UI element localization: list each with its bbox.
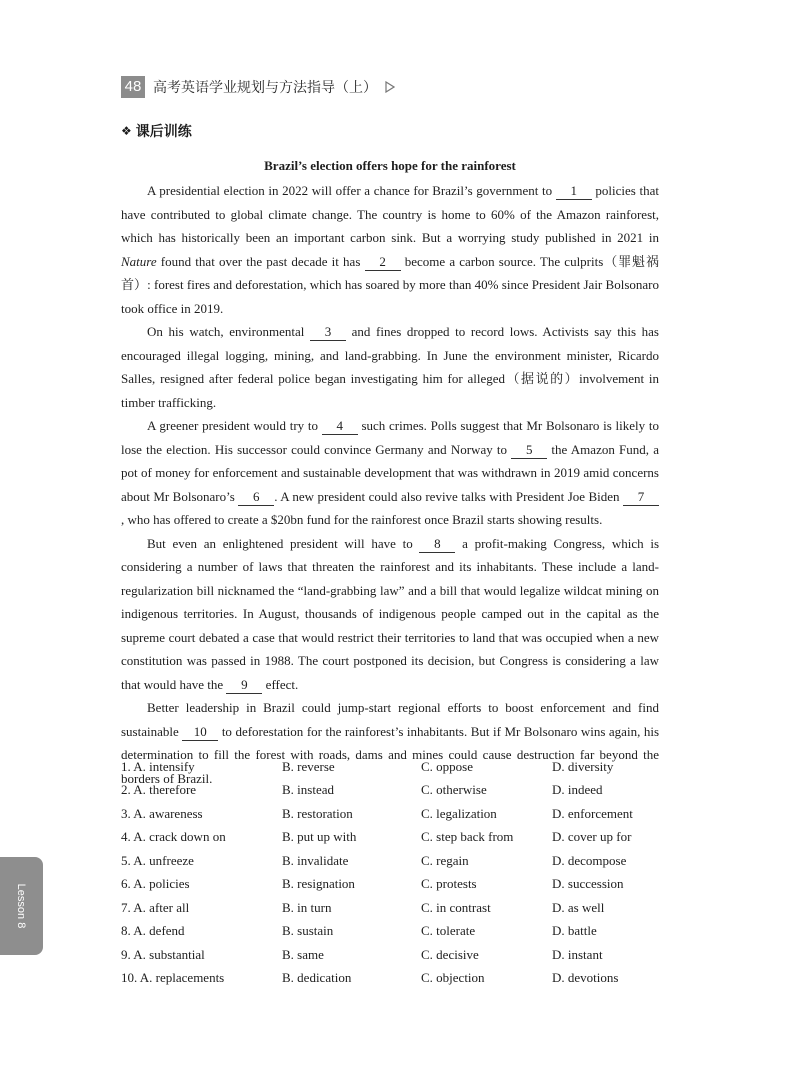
option-choice: 4. A. crack down on — [121, 829, 226, 845]
option-row — [121, 826, 661, 850]
option-row — [121, 943, 661, 967]
option-choice: 3. A. awareness — [121, 805, 203, 821]
option-row — [121, 920, 661, 944]
option-choice: D. as well — [552, 899, 605, 915]
paragraph-text: Better leadership in Brazil could jump-start regional efforts to boost enforcement and find sustainable — [121, 700, 659, 739]
option-choice: 10. A. replacements — [121, 970, 225, 986]
option-choice: B. resignation — [282, 876, 355, 892]
paragraph-text: But even an enlightened president will have to — [147, 535, 420, 551]
italic-text: Nature — [121, 253, 157, 269]
option-choice: 8. A. defend — [121, 923, 185, 939]
option-choice: C. in contrast — [421, 899, 491, 915]
option-choice: B. put up with — [282, 829, 357, 845]
option-row — [121, 779, 661, 803]
answer-options — [121, 755, 661, 990]
answer-blank: 8 — [419, 536, 455, 553]
option-choice: C. step back from — [421, 829, 514, 845]
book-title: 高考英语学业规划与方法指导（上） — [153, 80, 377, 96]
option-choice: B. invalidate — [282, 852, 349, 868]
option-choice: 2. A. therefore — [121, 782, 197, 798]
paragraph-text: policies that have contributed to global climate change. The country is home to 60% of the Amazon rainforest, which has historically been an important carbon sink. But a worrying study published in 2021 in — [121, 183, 660, 245]
paragraph-text: and fines dropped to record lows. Activists say this has encouraged illegal logging, mining, and land-grabbing. In June the environment minister, Ricardo Salles, resigned after federal police began investigating him for alleged（据说的）involvement in timber trafficking. — [121, 324, 659, 410]
article-paragraph — [121, 179, 659, 320]
paragraph-text: found that over the past decade it has — [156, 253, 365, 269]
option-choice: B. sustain — [282, 923, 334, 939]
page-header — [121, 74, 395, 100]
option-row — [121, 802, 661, 826]
answer-blank: 7 — [623, 489, 659, 506]
article-body — [121, 179, 659, 790]
option-row — [121, 873, 661, 897]
option-choice: D. instant — [552, 946, 603, 962]
option-choice: B. same — [282, 946, 324, 962]
option-choice: D. battle — [552, 923, 597, 939]
option-row — [121, 967, 661, 991]
option-choice: D. succession — [552, 876, 624, 892]
paragraph-text: effect. — [262, 676, 299, 692]
paragraph-text: . A new president could also revive talks with President Joe Biden — [274, 488, 623, 504]
article — [121, 156, 659, 790]
article-title: Brazil’s election offers hope for the rainforest — [264, 158, 516, 173]
article-paragraph — [121, 414, 659, 532]
lesson-side-tab — [0, 857, 43, 955]
option-choice: C. tolerate — [421, 923, 476, 939]
answer-blank: 3 — [310, 324, 346, 341]
option-row — [121, 849, 661, 873]
option-choice: B. dedication — [282, 970, 352, 986]
option-choice: D. enforcement — [552, 805, 633, 821]
answer-blank: 6 — [238, 489, 274, 506]
option-choice: 6. A. policies — [121, 876, 190, 892]
option-choice: D. diversity — [552, 758, 614, 774]
paragraph-text: A greener president would try to — [147, 418, 322, 433]
option-choice: B. reverse — [282, 758, 335, 774]
option-choice: B. restoration — [282, 805, 353, 821]
option-choice: D. devotions — [552, 970, 619, 986]
option-choice: 1. A. intensify — [121, 758, 195, 774]
play-outline-icon — [385, 81, 395, 93]
option-choice: C. decisive — [421, 946, 479, 962]
paragraph-text: such crimes. Polls suggest that Mr Bolsonaro is likely to lose the election. His successor could convince Germany and Norway to — [121, 418, 659, 457]
section-title — [121, 121, 192, 141]
option-choice: C. oppose — [421, 758, 473, 774]
paragraph-text: A presidential election in 2022 will offer a chance for Brazil’s government to — [147, 183, 556, 198]
diamond-bullet-icon: ❖ — [121, 124, 132, 138]
answer-blank: 1 — [556, 183, 592, 200]
answer-blank: 2 — [365, 254, 401, 271]
paragraph-text: a profit-making Congress, which is considering a number of laws that threaten the rainforest and its inhabitants. These include a land-regularization bill nicknamed the “land-grabbing law” and a bill that would legalize wildcat mining on indigenous territories. In August, thousands of indigenous people camped out in the capital as the supreme court debated a case that would restrict their territories to land that was occupied when a new constitution was passed in 1988. The court postponed its decision, but Congress is considering a law that would have the — [121, 535, 660, 692]
option-choice: 7. A. after all — [121, 899, 190, 915]
paragraph-text: the Amazon Fund, a pot of money for enforcement and sustainable development that was withdrawn in 2019 amid concerns about Mr Bolsonaro’s — [121, 441, 659, 504]
paragraph-text: On his watch, environmental — [147, 324, 310, 339]
section-title-text: 课后训练 — [135, 124, 192, 140]
option-choice: 9. A. substantial — [121, 946, 205, 962]
page-number: 48 — [121, 76, 145, 98]
answer-blank: 9 — [226, 677, 262, 694]
option-choice: B. in turn — [282, 899, 332, 915]
option-row — [121, 896, 661, 920]
option-choice: D. decompose — [552, 852, 627, 868]
option-choice: 5. A. unfreeze — [121, 852, 194, 868]
option-choice: B. instead — [282, 782, 334, 798]
paragraph-text: become a carbon source. The culprits（罪魁祸首）: forest fires and deforestation, which has soared by more than 40% since President Jair Bolsonaro took office in 2019. — [121, 253, 659, 316]
option-choice: C. objection — [421, 970, 485, 986]
article-paragraph — [121, 532, 659, 697]
answer-blank: 4 — [322, 418, 358, 435]
answer-blank: 10 — [182, 724, 218, 741]
option-choice: D. indeed — [552, 782, 603, 798]
option-choice: D. cover up for — [552, 829, 632, 845]
article-paragraph — [121, 320, 659, 414]
paragraph-text: , who has offered to create a $20bn fund for the rainforest once Brazil starts showing results. — [121, 512, 603, 527]
option-choice: C. otherwise — [421, 782, 487, 798]
answer-blank: 5 — [511, 442, 547, 459]
lesson-tab-label: Lesson 8 — [15, 883, 27, 929]
option-row — [121, 755, 661, 779]
option-choice: C. protests — [421, 876, 477, 892]
paragraph-text: to deforestation for the rainforest’s inhabitants. But if Mr Bolsonaro wins again, his determination to fill the forest with roads, dams and mines could cause destruction far beyond the borders of Brazil. — [121, 723, 660, 786]
option-choice: C. regain — [421, 852, 469, 868]
option-choice: C. legalization — [421, 805, 497, 821]
